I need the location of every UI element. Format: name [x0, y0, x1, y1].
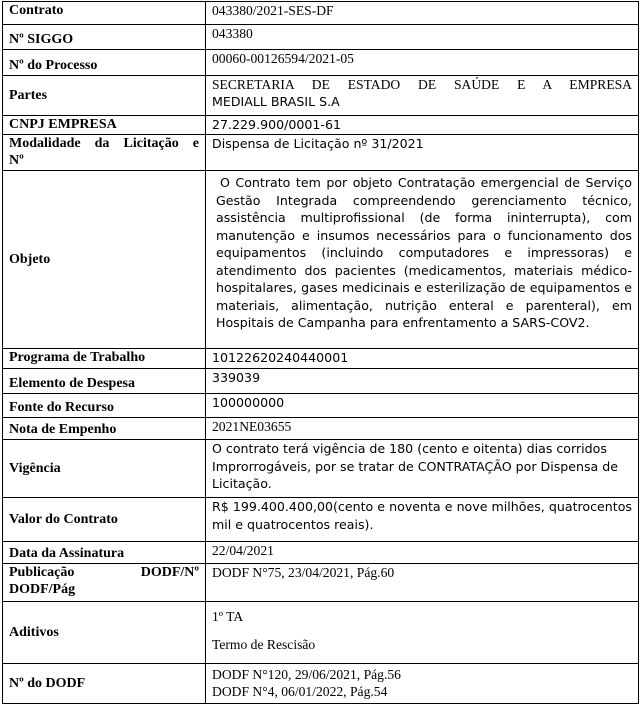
label-dodf: Nº do DODF [3, 664, 206, 704]
value-siggo: 043380 [206, 25, 639, 50]
label-programa: Programa de Trabalho [3, 349, 206, 369]
label-siggo: Nº SIGGO [3, 25, 206, 50]
row-elemento [3, 369, 639, 394]
value-valor: R$ 199.400.400,00(cento e noventa e nove milhões, quatrocentos mil e quatrocentos reais). [206, 498, 639, 542]
label-aditivos: Aditivos [3, 602, 206, 664]
row-empenho [3, 418, 639, 440]
label-elemento: Elemento de Despesa [3, 369, 206, 394]
value-dodf [206, 664, 639, 704]
publicacao-label-left: Publicação [9, 565, 75, 580]
dodf-line-2: DODF N°4, 06/01/2022, Pág.54 [212, 684, 388, 699]
objeto-text: O Contrato tem por objeto Contratação emergencial de Serviço Gestão Integrada compreendendo gerenciamento técnico, assistência multiprofissional (de forma ininterrupta), com manutenção e insumos necessários para o funcionamento dos equipamentos (incluindo computadores e impressoras) e atendimento dos pacientes (medicamentos, materiais médico-hospitalares, gases medicinais e esterilização de equipamentos e materiais, alimentação, nutrição enteral e parenteral), em Hospitais de Campanha para enfrentamento a SARS-COV2. [216, 175, 632, 330]
value-fonte: 100000000 [206, 394, 639, 418]
value-publicacao: DODF N°75, 23/04/2021, Pág.60 [206, 564, 639, 602]
row-modalidade [3, 135, 639, 171]
row-aditivos [3, 602, 639, 664]
label-valor: Valor do Contrato [3, 498, 206, 542]
value-processo: 00060-00126594/2021-05 [206, 50, 639, 76]
label-empenho: Nota de Empenho [3, 418, 206, 440]
label-vigencia: Vigência [3, 440, 206, 498]
dodf-line-1: DODF N°120, 29/06/2021, Pág.56 [212, 667, 401, 682]
value-contrato: 043380/2021-SES-DF [206, 2, 639, 25]
publicacao-label-line-1 [9, 564, 199, 581]
value-partes [206, 76, 639, 116]
contract-summary-table [2, 1, 639, 704]
row-vigencia [3, 440, 639, 498]
label-contrato: Contrato [3, 2, 206, 25]
value-elemento: 339039 [206, 369, 639, 394]
row-assinatura [3, 542, 639, 564]
modalidade-label-line-2: Nº [9, 153, 24, 168]
modalidade-label-line-1: Modalidade da Licitação e [9, 136, 199, 151]
row-cnpj [3, 116, 639, 135]
row-objeto [3, 171, 639, 349]
value-modalidade: Dispensa de Licitação nº 31/2021 [206, 135, 639, 171]
row-dodf [3, 664, 639, 704]
label-partes: Partes [3, 76, 206, 116]
row-valor [3, 498, 639, 542]
aditivos-line-1: 1º TA [212, 609, 244, 624]
value-programa: 10122620240440001 [206, 349, 639, 369]
aditivos-line-2: Termo de Rescisão [212, 637, 316, 652]
label-objeto: Objeto [3, 171, 206, 349]
partes-line-2: MEDIALL BRASIL S.A [212, 94, 340, 109]
label-processo: Nº do Processo [3, 50, 206, 76]
row-fonte [3, 394, 639, 418]
row-publicacao [3, 564, 639, 602]
row-siggo [3, 25, 639, 50]
value-cnpj: 27.229.900/0001-61 [206, 116, 639, 135]
publicacao-label-right: DODF/Nº [140, 565, 199, 580]
value-assinatura: 22/04/2021 [206, 542, 639, 564]
label-publicacao [3, 564, 206, 602]
label-modalidade [3, 135, 206, 171]
value-aditivos [206, 602, 639, 664]
publicacao-label-line-2: DODF/Pág [9, 582, 76, 597]
row-contrato [3, 2, 639, 25]
partes-line-1: SECRETARIA DE ESTADO DE SAÚDE E A EMPRESA [212, 77, 632, 92]
row-programa [3, 349, 639, 369]
label-cnpj: CNPJ EMPRESA [3, 116, 206, 135]
row-partes [3, 76, 639, 116]
label-assinatura: Data da Assinatura [3, 542, 206, 564]
label-fonte: Fonte do Recurso [3, 394, 206, 418]
value-vigencia: O contrato terá vigência de 180 (cento e oitenta) dias corridos Improrrogáveis, por se tratar de CONTRATAÇÃO por Dispensa de Licitação. [206, 440, 639, 498]
row-processo [3, 50, 639, 76]
value-empenho: 2021NE03655 [206, 418, 639, 440]
value-objeto [206, 171, 639, 349]
